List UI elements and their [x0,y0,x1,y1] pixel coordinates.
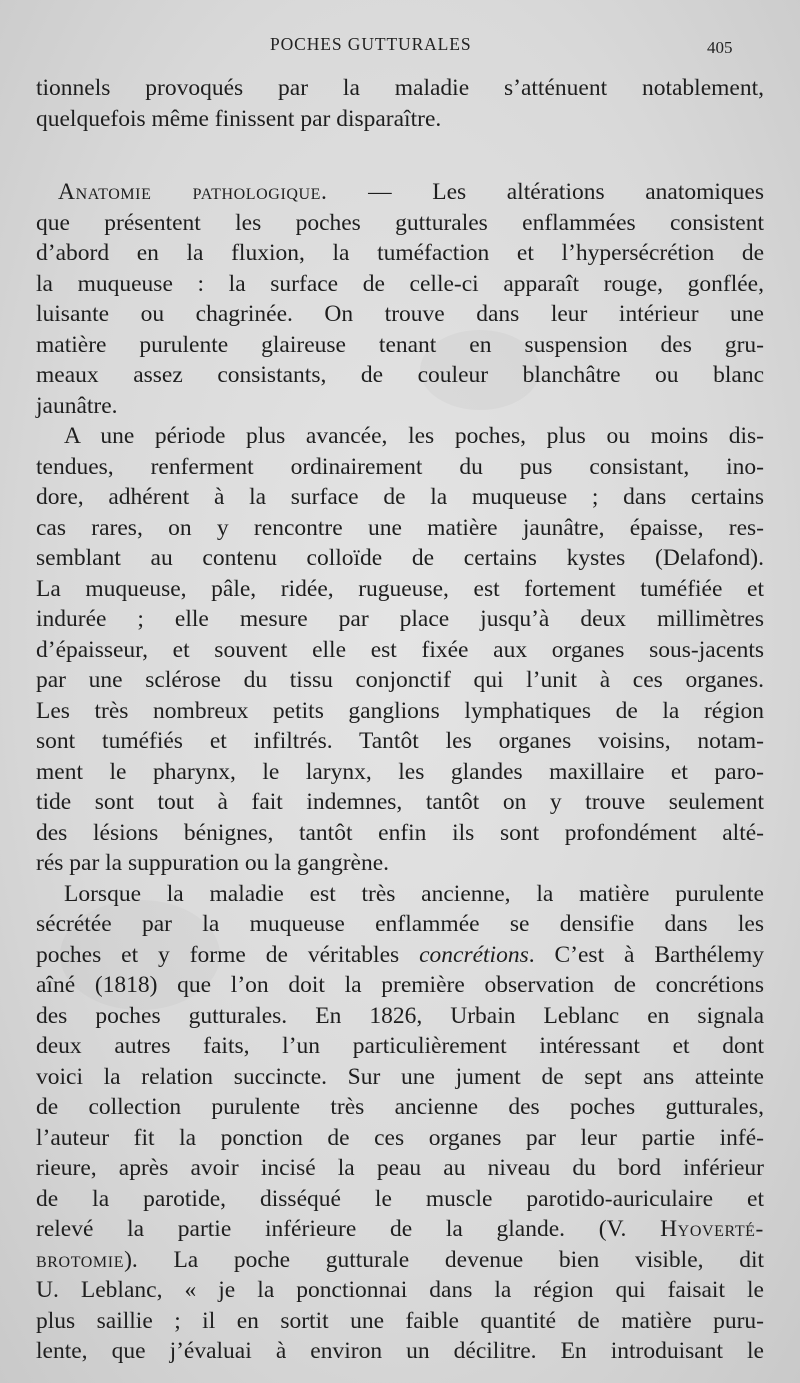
page-number: 405 [707,38,733,57]
text-fragment: . C’est à Barthélemy [528,941,764,968]
text-line: meaux assez consistants, de couleur blanchâtre ou blanc [36,362,764,388]
text-line: voici la relation succincte. Sur une jument de sept ans atteinte [36,1063,764,1090]
text-line-with-emphasis [36,940,764,971]
text-line: d’abord en la fluxion, la tuméfaction et l’hypersécrétion de [36,240,764,266]
text-line: indurée ; elle mesure par place jusqu’à deux millimètres [36,606,764,632]
text-line: La muqueuse, pâle, ridée, rugueuse, est fortement tuméfiée et [36,575,764,602]
text-line: dore, adhérent à la surface de la muqueuse ; dans certains [36,484,764,510]
text-fragment: relevé la partie inférieure de la glande. (V. [36,1216,661,1242]
text-line: aîné (1818) que l’on doit la première observation de concrétions [36,972,764,998]
running-head: POCHES GUTTURALES [270,34,472,54]
text-line: sont tuméfiés et infiltrés. Tantôt les organes voisins, notam- [36,728,764,754]
page-header [0,34,800,60]
text-line: sécrétée par la muqueuse enflammée se densifie dans les [36,911,764,937]
text-line: des lésions bénignes, tantôt enfin ils sont profondément alté- [36,819,764,846]
text-line: U. Leblanc, « je la ponctionnai dans la région qui faisait le [36,1277,764,1303]
text-line: rieure, après avoir incisé la peau au niveau du bord inférieur [36,1155,764,1181]
paragraph-gap [36,134,764,177]
text-line: tendues, renferment ordinairement du pus consistant, ino- [36,453,764,480]
text-line: deux autres faits, l’un particulièrement intéressant et dont [36,1033,764,1059]
text-line: de la parotide, disséqué le muscle parotido-auriculaire et [36,1185,764,1212]
text-line: de collection purulente très ancienne des poches gutturales, [36,1094,764,1120]
text-line: plus saillie ; il en sortit une faible quantité de matière puru- [36,1307,764,1334]
text-line: par une sclérose du tissu conjonctif qui l’unit à ces organes. [36,667,764,693]
crossref-term: brotomie [36,1246,125,1273]
text-line: lente, que j’évaluai à environ un décilitre. En introduisant le [36,1338,764,1364]
body-text [36,73,764,1367]
text-line: ment le pharynx, le larynx, les glandes maxillaire et paro- [36,758,764,785]
crossref-term: Hyoverté- [660,1216,764,1242]
text-line: que présentent les poches gutturales enflammées consistent [36,209,764,236]
text-line: quelquefois même finissent par disparaître. [36,105,442,132]
section-heading-line [36,177,764,208]
text-line: semblant au contenu colloïde de certains kystes (Delafond). [36,545,764,571]
text-line: des poches gutturales. En 1826, Urbain Leblanc en signala [36,1002,764,1029]
text-line: Les très nombreux petits ganglions lymphatiques de la région [36,697,764,724]
text-line: jaunâtre. [36,392,118,419]
text-line: la muqueuse : la surface de celle-ci apparaît rouge, gonflée, [36,270,764,297]
text-line: d’épaisseur, et souvent elle est fixée aux organes sous-jacents [36,636,764,663]
text-line: cas rares, on y rencontre une matière jaunâtre, épaisse, res- [36,514,764,541]
text-fragment: ). La poche gutturale devenue bien visible, dit [124,1246,764,1273]
section-heading: Anatomie pathologique. [58,179,328,205]
text-line: luisante ou chagrinée. On trouve dans leur intérieur une [36,301,764,327]
text-line: rés par la suppuration ou la gangrène. [36,850,390,876]
text-line: tide sont tout à fait indemnes, tantôt on y trouve seulement [36,789,764,815]
text-line: A une période plus avancée, les poches, plus ou moins dis- [64,423,764,449]
text-line-rest: — Les altérations anatomiques [327,179,764,205]
text-line-with-smallcaps [36,1245,764,1276]
text-line: tionnels provoqués par la maladie s’atténuent notablement, [36,75,764,101]
emphasis-concretions: concrétions [419,941,529,968]
text-line-with-smallcaps [36,1214,764,1245]
text-line: Lorsque la maladie est très ancienne, la matière purulente [64,880,764,907]
text-fragment: poches et y forme de véritables [36,941,420,968]
text-line: l’auteur fit la ponction de ces organes par leur partie infé- [36,1124,764,1151]
text-line: matière purulente glaireuse tenant en suspension des gru- [36,331,764,358]
